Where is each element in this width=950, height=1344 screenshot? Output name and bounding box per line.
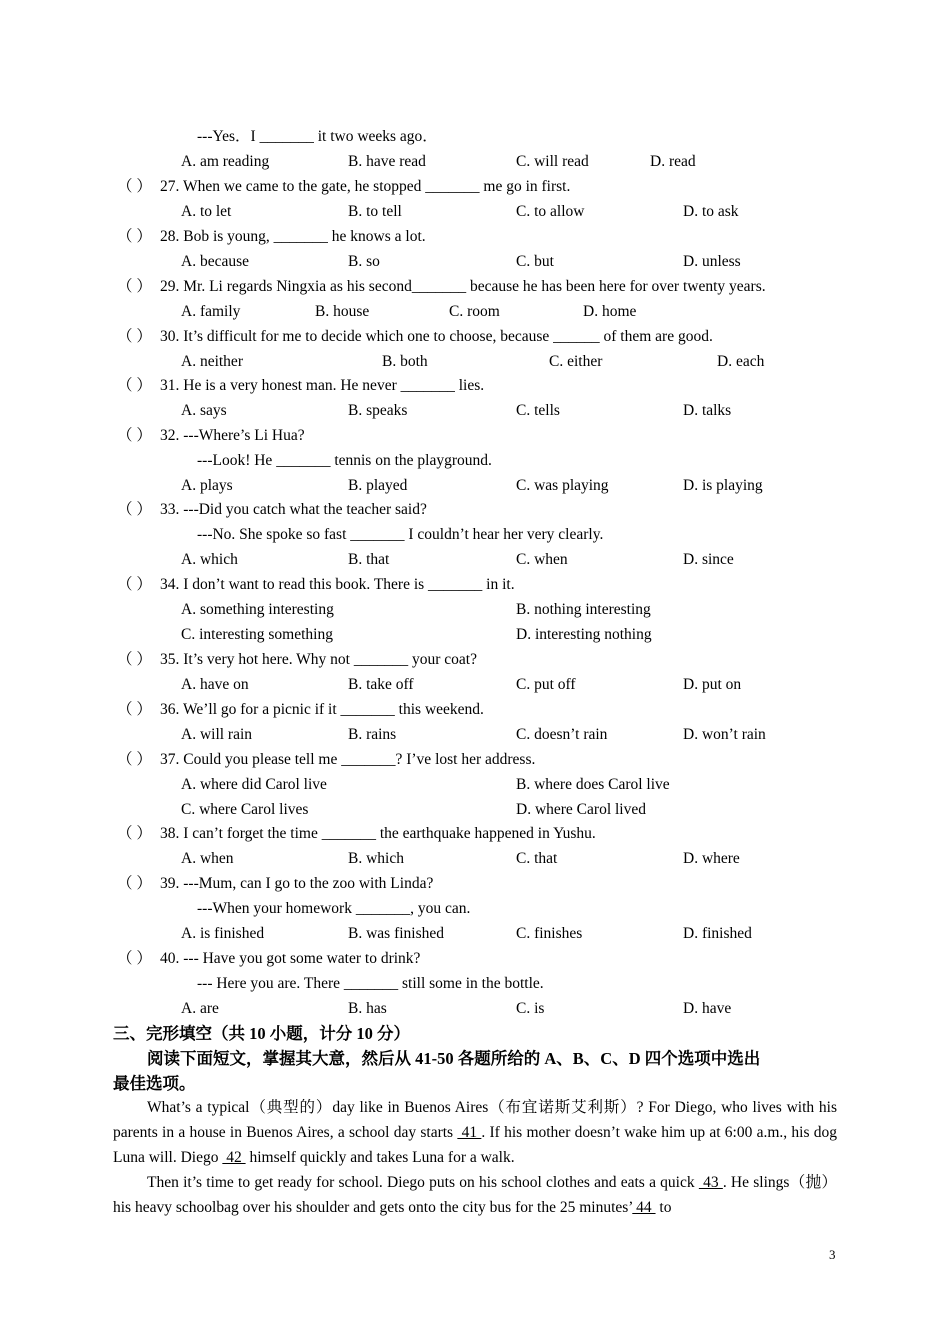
passage-text: What’s a typical（典型的）day like in Buenos Aires（布宜诺斯艾利斯）? For Diego, who lives with his parents in a house in Buenos Aires, a school day starts (113, 1099, 837, 1141)
section-instruction: 阅读下面短文，掌握其大意，然后从 41-50 各题所给的 A、B、C、D 四个选项中选出 (147, 1049, 761, 1068)
q37-stem: 37. Could you please tell me _______? I’ve lost her address. (160, 751, 536, 768)
q26-answer-line: ---Yes．I _______ it two weeks ago． (197, 128, 438, 145)
q32-stem: 32. ---Where’s Li Hua? (160, 427, 305, 444)
cloze-passage (113, 1095, 837, 1220)
q39-stem: 39. ---Mum, can I go to the zoo with Linda? (160, 875, 434, 892)
q37-answer-bracket: （ ） (117, 751, 152, 768)
q36-option-b: B. rains (348, 726, 397, 743)
q29-option-a: A. family (181, 303, 241, 320)
q35-stem: 35. It’s very hot here. Why not _______ your coat? (160, 651, 477, 668)
q38-option-d: D. where (683, 850, 740, 867)
q33-stem: 33. ---Did you catch what the teacher said? (160, 501, 427, 518)
passage-paragraph-2 (113, 1170, 837, 1220)
q27-stem: 27. When we came to the gate, he stopped _______ me go in first. (160, 178, 571, 195)
q27-option-d: D. to ask (683, 203, 739, 220)
q37-option-d: D. where Carol lived (516, 801, 646, 818)
q40-option-d: D. have (683, 1000, 732, 1017)
q40-stem: 40. --- Have you got some water to drink? (160, 950, 421, 967)
q33-option-d: D. since (683, 551, 734, 568)
q37-option-a: A. where did Carol live (181, 776, 327, 793)
q38-option-a: A. when (181, 850, 234, 867)
q26-option-c: C. will read (516, 153, 589, 170)
blank-44: 44 (632, 1199, 656, 1216)
q32-option-a: A. plays (181, 477, 233, 494)
q27-option-c: C. to allow (516, 203, 585, 220)
q28-option-d: D. unless (683, 253, 741, 270)
blank-42: 42 (222, 1149, 246, 1166)
q35-option-a: A. have on (181, 676, 249, 693)
q36-option-c: C. doesn’t rain (516, 726, 608, 743)
q29-answer-bracket: （ ） (117, 278, 152, 295)
q33-option-b: B. that (348, 551, 390, 568)
q40-option-a: A. are (181, 1000, 219, 1017)
q33-answer-bracket: （ ） (117, 501, 152, 518)
q29-option-c: C. room (449, 303, 500, 320)
q30-stem: 30. It’s difficult for me to decide which one to choose, because ______ of them are good. (160, 328, 713, 345)
q34-option-c: C. interesting something (181, 626, 333, 643)
q36-stem: 36. We’ll go for a picnic if it _______ this weekend. (160, 701, 484, 718)
q31-option-a: A. says (181, 402, 227, 419)
q32-option-b: B. played (348, 477, 408, 494)
q32-reply: ---Look! He _______ tennis on the playground. (197, 452, 492, 469)
passage-text: . If his mother doesn’t wake him up at 6:00 a.m., his dog Luna will. Diego (113, 1124, 838, 1166)
q28-option-c: C. but (516, 253, 554, 270)
q28-option-a: A. because (181, 253, 249, 270)
q31-answer-bracket: （ ） (117, 377, 152, 394)
q30-option-b: B. both (382, 353, 428, 370)
q40-option-c: C. is (516, 1000, 545, 1017)
q27-answer-bracket: （ ） (117, 178, 152, 195)
q36-option-a: A. will rain (181, 726, 253, 743)
passage-text: to (655, 1199, 672, 1216)
q39-option-b: B. was finished (348, 925, 445, 942)
q28-option-b: B. so (348, 253, 380, 270)
q33-reply: ---No. She spoke so fast _______ I couldn’t hear her very clearly. (197, 526, 604, 543)
q33-option-a: A. which (181, 551, 238, 568)
q40-reply: --- Here you are. There _______ still some in the bottle. (197, 975, 544, 992)
q35-option-b: B. take off (348, 676, 414, 693)
q38-answer-bracket: （ ） (117, 825, 152, 842)
q34-option-d: D. interesting nothing (516, 626, 652, 643)
q28-answer-bracket: （ ） (117, 228, 152, 245)
section-instruction-cont: 最佳选项。 (113, 1074, 196, 1093)
q35-option-d: D. put on (683, 676, 742, 693)
q35-option-c: C. put off (516, 676, 576, 693)
q30-option-c: C. either (549, 353, 603, 370)
passage-text: Then it’s time to get ready for school. Diego puts on his school clothes and eats a quick (147, 1174, 699, 1191)
q34-option-b: B. nothing interesting (516, 601, 651, 618)
q31-stem: 31. He is a very honest man. He never _______ lies. (160, 377, 485, 394)
q30-answer-bracket: （ ） (117, 328, 152, 345)
q37-option-b: B. where does Carol live (516, 776, 670, 793)
q28-stem: 28. Bob is young, _______ he knows a lot. (160, 228, 426, 245)
q38-stem: 38. I can’t forget the time _______ the earthquake happened in Yushu. (160, 825, 596, 842)
q38-option-b: B. which (348, 850, 404, 867)
q39-reply: ---When your homework _______, you can. (197, 900, 471, 917)
q33-option-c: C. when (516, 551, 568, 568)
q39-option-d: D. finished (683, 925, 752, 942)
section-heading: 三、完形填空（共 10 小题，计分 10 分） (113, 1024, 410, 1043)
q29-option-d: D. home (583, 303, 637, 320)
q30-option-a: A. neither (181, 353, 243, 370)
q31-option-b: B. speaks (348, 402, 408, 419)
blank-41: 41 (457, 1124, 482, 1141)
q34-answer-bracket: （ ） (117, 576, 152, 593)
passage-text: himself quickly and takes Luna for a walk. (245, 1149, 515, 1166)
q38-option-c: C. that (516, 850, 558, 867)
q39-option-a: A. is finished (181, 925, 265, 942)
q39-answer-bracket: （ ） (117, 875, 152, 892)
q36-option-d: D. won’t rain (683, 726, 766, 743)
page-number: 3 (829, 1247, 836, 1262)
q36-answer-bracket: （ ） (117, 701, 152, 718)
q32-answer-bracket: （ ） (117, 427, 152, 444)
blank-43: 43 (698, 1174, 723, 1191)
passage-paragraph-1 (113, 1095, 837, 1170)
q29-stem: 29. Mr. Li regards Ningxia as his second_______ because he has been here for over twenty years. (160, 278, 766, 295)
q27-option-b: B. to tell (348, 203, 402, 220)
q27-option-a: A. to let (181, 203, 232, 220)
q30-option-d: D. each (717, 353, 765, 370)
q40-option-b: B. has (348, 1000, 387, 1017)
q32-option-c: C. was playing (516, 477, 609, 494)
q40-answer-bracket: （ ） (117, 950, 152, 967)
q29-option-b: B. house (315, 303, 370, 320)
q32-option-d: D. is playing (683, 477, 763, 494)
q31-option-c: C. tells (516, 402, 560, 419)
q39-option-c: C. finishes (516, 925, 583, 942)
q26-option-d: D. read (650, 153, 696, 170)
q34-option-a: A. something interesting (181, 601, 334, 618)
q34-stem: 34. I don’t want to read this book. There is _______ in it. (160, 576, 515, 593)
q26-option-a: A. am reading (181, 153, 270, 170)
passage-text: . He slings（抛）his heavy schoolbag over his shoulder and gets onto the city bus for the 25 minutes’ (113, 1174, 837, 1216)
q31-option-d: D. talks (683, 402, 732, 419)
q26-option-b: B. have read (348, 153, 426, 170)
q35-answer-bracket: （ ） (117, 651, 152, 668)
q37-option-c: C. where Carol lives (181, 801, 309, 818)
